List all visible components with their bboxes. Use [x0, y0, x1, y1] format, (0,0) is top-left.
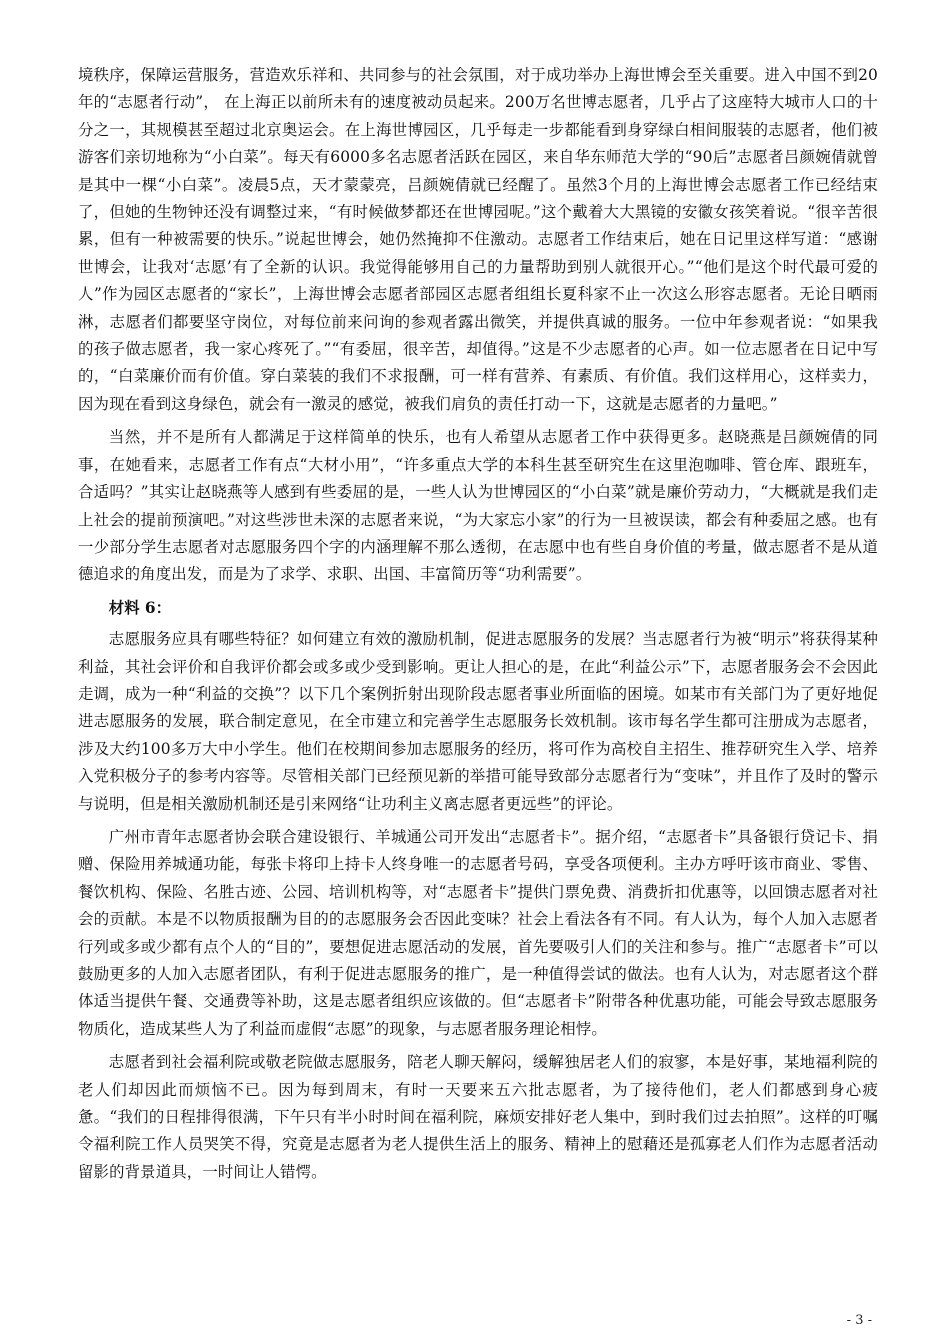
page-number: - 3 -: [846, 1313, 872, 1328]
section-heading: 材料 6：: [108, 598, 172, 617]
paragraph-continuation: 境秩序，保障运营服务，营造欢乐祥和、共同参与的社会氛围，对于成功举办上海世博会至关重要。进入中国不到20年的“志愿者行动”， 在上海正以前所未有的速度被动员起来。200万名世博志愿者，几乎占了这座特大城市人口的十分之一，其规模甚至超过北京奥运会。在上海世博园区，几乎每走一步都能看到身穿绿白相间服装的志愿者，他们被游客们亲切地称为“小白菜”。每天有6000多名志愿者活跃在园区，来自华东师范大学的“90后”志愿者吕颜婉倩就曾是其中一棵“小白菜”。凌晨5点，天才蒙蒙亮，吕颜婉倩就已经醒了。虽然3个月的上海世博会志愿者工作已经结束了，但她的生物钟还没有调整过来，“有时候做梦都还在世博园呢。”这个戴着大大黑镜的安徽女孩笑着说。“很辛苦很累，但有一种被需要的快乐。”说起世博会，她仍然掩抑不住激动。志愿者工作结束后，她在日记里这样写道：“感谢世博会，让我对‘志愿’有了全新的认识。我觉得能够用自己的力量帮助到别人就很开心。”“他们是这个时代最可爱的人”作为园区志愿者的“家长”，上海世博会志愿者部园区志愿者组组长夏科家不止一次这么形容志愿者。无论日晒雨淋，志愿者们都要坚守岗位，对每位前来问询的参观者露出微笑，并提供真诚的服务。一位中年参观者说：“如果我的孩子做志愿者，我一家心疼死了。”“有委屈，很辛苦，却值得。”这是不少志愿者的心声。如一位志愿者在日记中写的，“白菜廉价而有价值。穿白菜装的我们不求报酬，可一样有营养、有素质、有价值。我们这样用心，这样卖力，因为现在看到这身绿色，就会有一激灵的感觉，被我们肩负的责任打动一下，这就是志愿者的力量吧。”: [78, 66, 878, 413]
document-page: [78, 62, 878, 1192]
paragraph: 广州市青年志愿者协会联合建设银行、羊城通公司开发出“志愿者卡”。据介绍，“志愿者卡”具备银行贷记卡、捐赠、保险用养城通功能，每张卡将印上持卡人终身唯一的志愿者号码，享受各项便利。主办方呼吁该市商业、零售、餐饮机构、保险、名胜古迹、公园、培训机构等，对“志愿者卡”提供门票免费、消费折扣优惠等，以回馈志愿者对社会的贡献。本是不以物质报酬为目的的志愿服务会否因此变味？社会上看法各有不同。有人认为，每个人加入志愿者行列或多或少都有点个人的“目的”，要想促进志愿活动的发展，首先要吸引人们的关注和参与。推广“志愿者卡”可以鼓励更多的人加入志愿者团队，有利于促进志愿服务的推广，是一种值得尝试的做法。也有人认为，对志愿者这个群体适当提供午餐、交通费等补助，这是志愿者组织应该做的。但“志愿者卡”附带各种优惠功能，可能会导致志愿服务物质化，造成某些人为了利益而虚假“志愿”的现象，与志愿者服务理论相悖。: [78, 827, 878, 1038]
paragraph: 当然，并不是所有人都满足于这样简单的快乐，也有人希望从志愿者工作中获得更多。赵晓燕是吕颜婉倩的同事，在她看来，志愿者工作有点“大材小用”，“许多重点大学的本科生甚至研究生在这里泡咖啡、管仓库、跟班车，合适吗？”其实让赵晓燕等人感到有些委屈的是，一些人认为世博园区的“小白菜”就是廉价劳动力，“大概就是我们走上社会的提前预演吧。”对这些涉世未深的志愿者来说，“为大家忘小家”的行为一旦被误读，都会有种委屈之感。也有一少部分学生志愿者对志愿服务四个字的内涵理解不那么透彻，在志愿中也有些自身价值的考量，做志愿者不是从道德追求的角度出发，而是为了求学、求职、出国、丰富简历等“功利需要”。: [78, 428, 878, 584]
paragraph: 志愿者到社会福利院或敬老院做志愿服务，陪老人聊天解闷，缓解独居老人们的寂寥，本是好事，某地福利院的老人们却因此而烦恼不已。因为每到周末，有时一天要来五六批志愿者，为了接待他们，老人们都感到身心疲惫。“我们的日程排得很满，下午只有半小时时间在福利院，麻烦安排好老人集中，到时我们过去拍照”。这样的叮嘱令福利院工作人员哭笑不得，究竟是志愿者为老人提供生活上的服务、精神上的慰藉还是孤寡老人们作为志愿者活动留影的背景道具，一时间让人错愕。: [78, 1053, 878, 1181]
paragraph: 志愿服务应具有哪些特征？如何建立有效的激励机制，促进志愿服务的发展？当志愿者行为被“明示”将获得某种利益，其社会评价和自我评价都会或多或少受到影响。更让人担心的是，在此“利益公示”下，志愿者服务会不会因此走调，成为一种“利益的交换”？以下几个案例折射出现阶段志愿者事业所面临的困境。如某市有关部门为了更好地促进志愿服务的发展，联合制定意见，在全市建立和完善学生志愿服务长效机制。该市每名学生都可注册成为志愿者，涉及大约100多万大中小学生。他们在校期间参加志愿服务的经历，将可作为高校自主招生、推荐研究生入学、培养入党积极分子的参考内容等。尽管相关部门已经预见新的举措可能导致部分志愿者行为“变味”，并且作了及时的警示与说明，但是相关激励机制还是引来网络“让功利主义离志愿者更远些”的评论。: [78, 630, 878, 813]
